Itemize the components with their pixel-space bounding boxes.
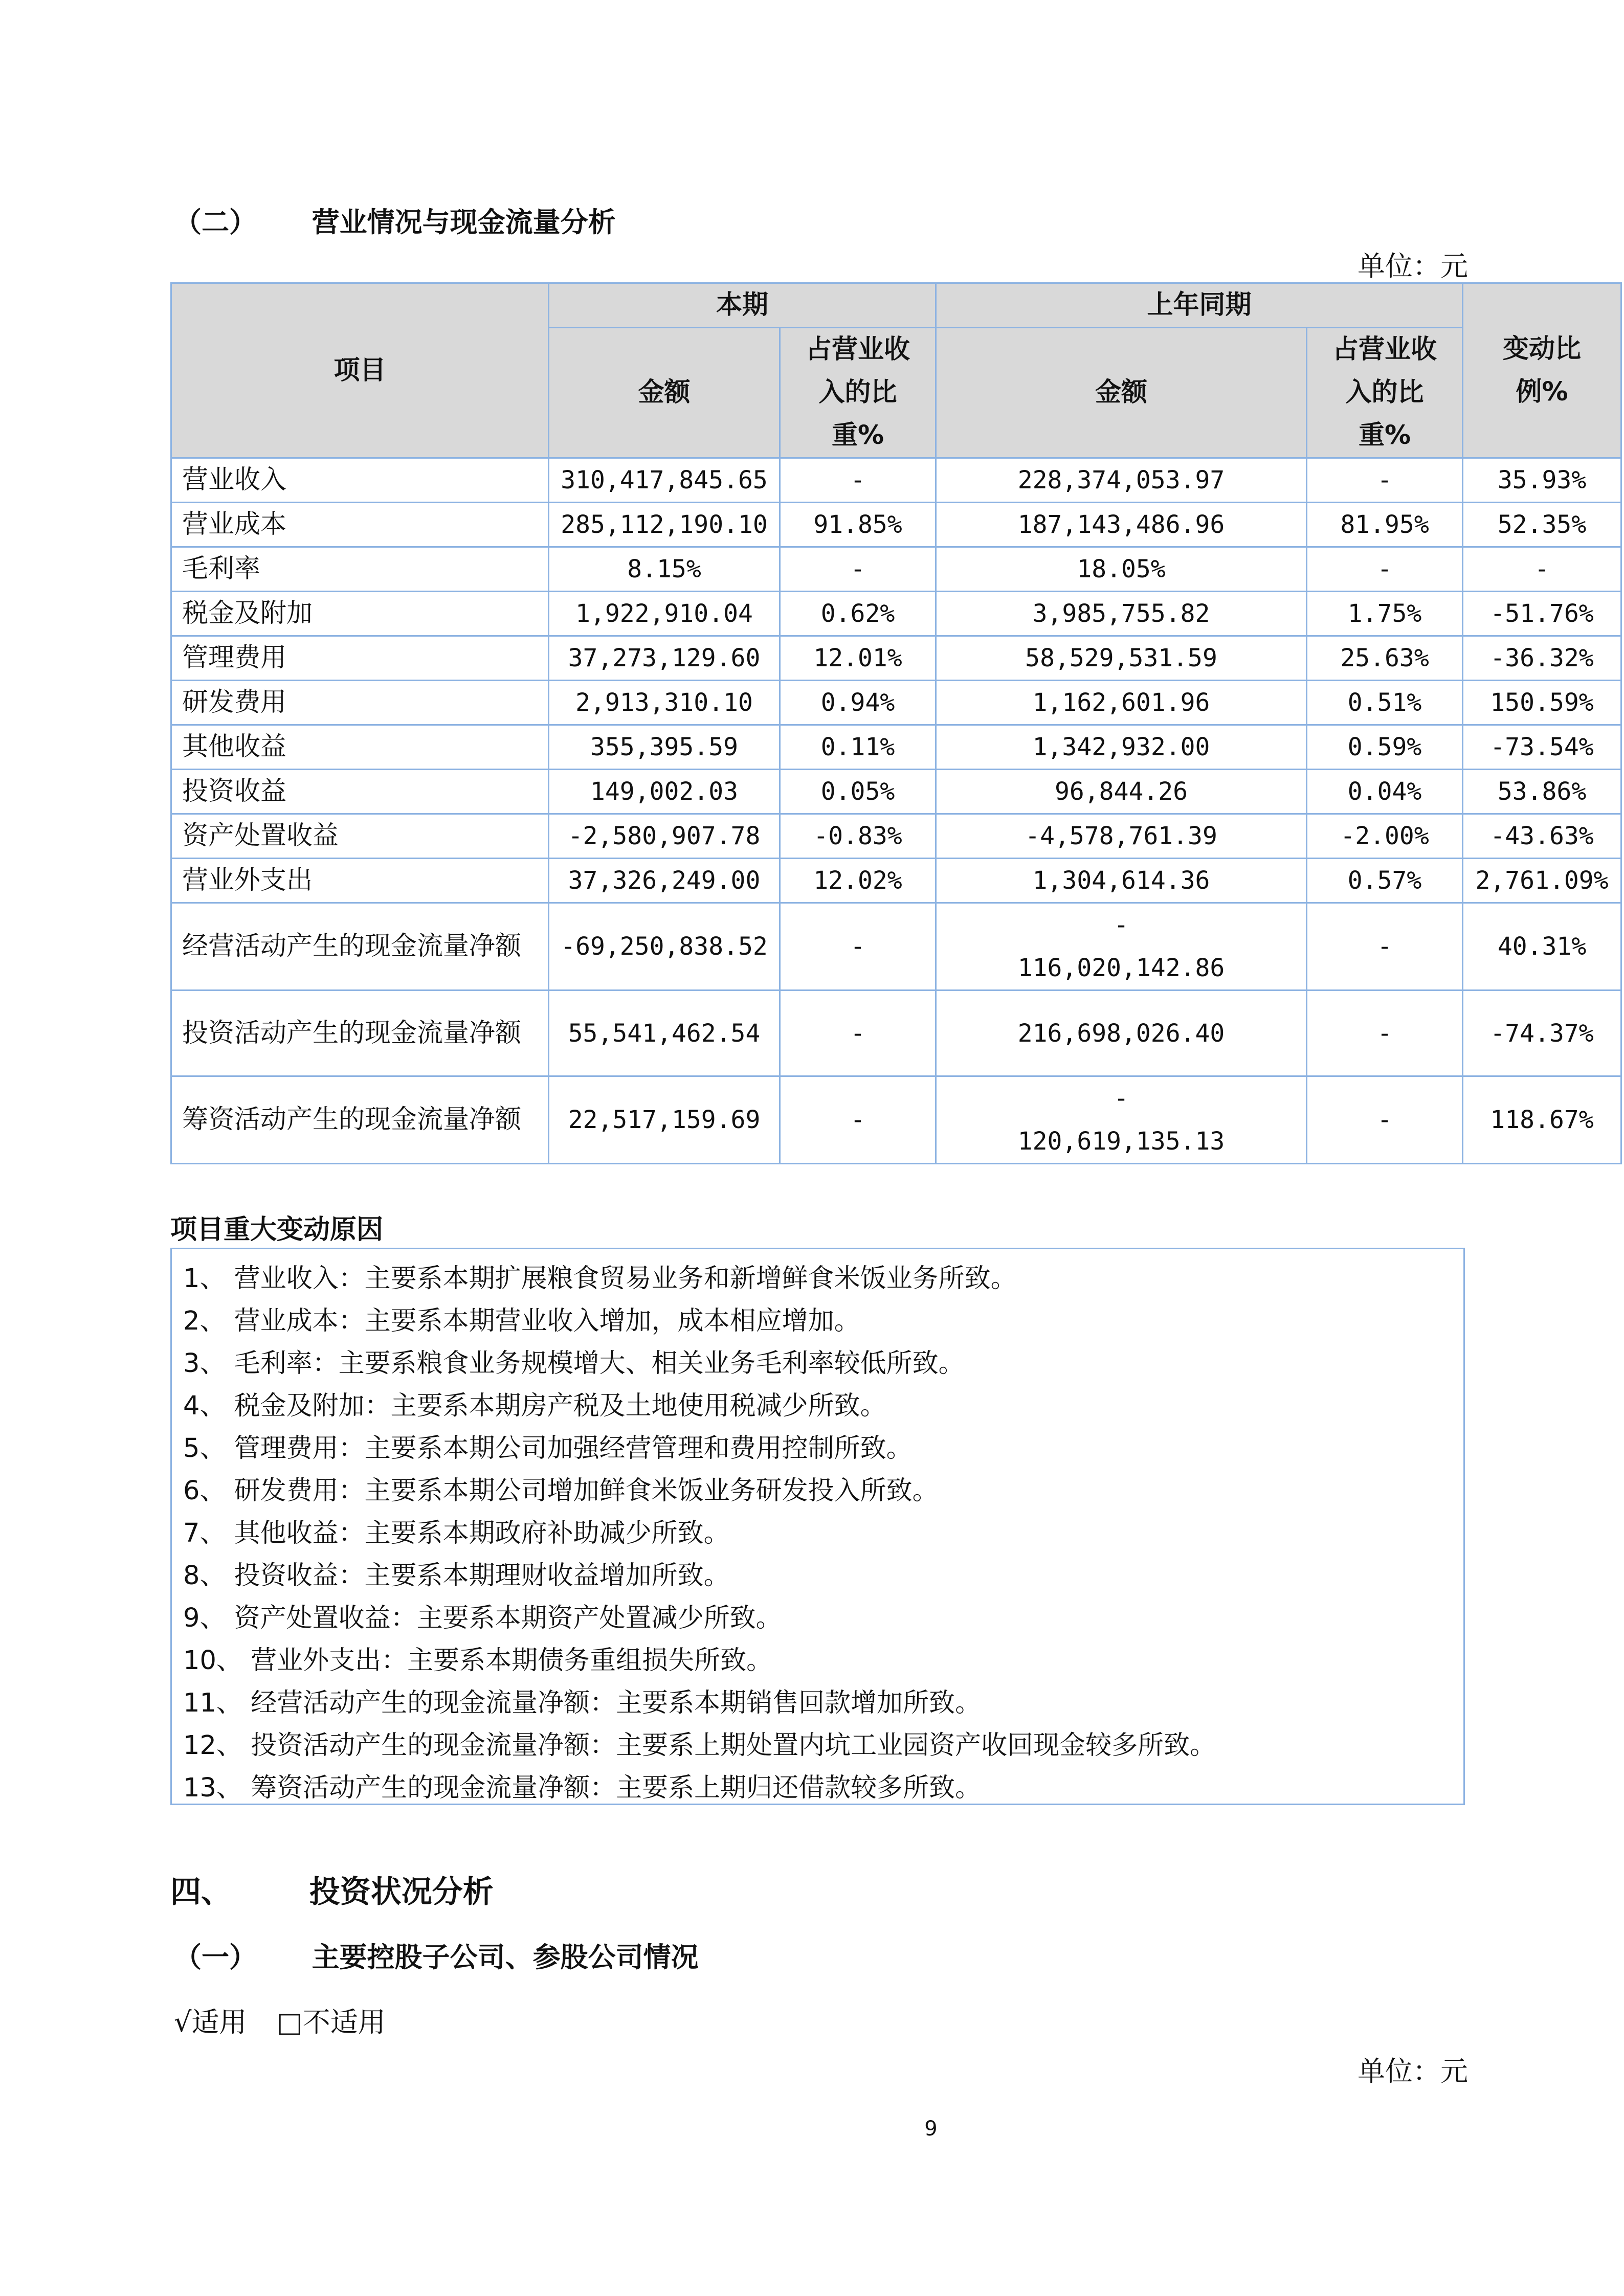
change-ratio-cell: 53.86% — [1463, 770, 1621, 814]
current-amount-cell: 55,541,462.54 — [549, 991, 780, 1076]
reason-item: 6、 研发费用：主要系本期公司增加鲜食米饭业务研发投入所致。 — [183, 1476, 939, 1506]
change-ratio-cell: 150.59% — [1463, 681, 1621, 725]
reasons-title: 项目重大变动原因 — [170, 1214, 384, 1245]
prior-revenue-ratio-cell: -2.00% — [1307, 814, 1463, 859]
current-revenue-ratio-cell: 12.01% — [780, 636, 936, 681]
prior-revenue-ratio-cell: 81.95% — [1307, 503, 1463, 547]
prior-amount-cell: 216,698,026.40 — [936, 991, 1307, 1076]
change-ratio-cell: 40.31% — [1463, 903, 1621, 991]
applies-label: 适用 — [191, 2006, 247, 2038]
row-item-label: 资产处置收益 — [171, 814, 549, 859]
current-amount-cell: -2,580,907.78 — [549, 814, 780, 859]
prior-revenue-ratio-cell: - — [1307, 547, 1463, 592]
reason-item: 13、 筹资活动产生的现金流量净额：主要系上期归还借款较多所致。 — [183, 1773, 982, 1803]
current-revenue-ratio-cell: - — [780, 547, 936, 592]
table-row — [171, 725, 1621, 770]
header-change-ratio: 变动比例% — [1463, 283, 1621, 458]
table-row — [171, 991, 1621, 1076]
current-revenue-ratio-cell: - — [780, 991, 936, 1076]
prior-amount-cell: 1,342,932.00 — [936, 725, 1307, 770]
table-row — [171, 547, 1621, 592]
prior-amount-cell: 187,143,486.96 — [936, 503, 1307, 547]
table-row — [171, 681, 1621, 725]
reason-item: 7、 其他收益：主要系本期政府补助减少所致。 — [183, 1518, 730, 1548]
table-row — [171, 458, 1621, 503]
change-ratio-cell: -36.32% — [1463, 636, 1621, 681]
table-row — [171, 770, 1621, 814]
section-title: 营业情况与现金流量分析 — [312, 206, 616, 238]
current-amount-cell: 37,273,129.60 — [549, 636, 780, 681]
change-ratio-cell: 118.67% — [1463, 1076, 1621, 1164]
row-item-label: 筹资活动产生的现金流量净额 — [171, 1076, 549, 1164]
current-amount-cell: -69,250,838.52 — [549, 903, 780, 991]
page-number: 9 — [924, 2117, 938, 2141]
header-prior-revenue-ratio: 占营业收入的比重% — [1307, 328, 1463, 458]
reason-item: 12、 投资活动产生的现金流量净额：主要系上期处置内坑工业园资产收回现金较多所致。 — [183, 1730, 1216, 1761]
reason-item: 8、 投资收益：主要系本期理财收益增加所致。 — [183, 1561, 730, 1591]
table-row — [171, 903, 1621, 991]
change-ratio-cell: -43.63% — [1463, 814, 1621, 859]
current-revenue-ratio-cell: 12.02% — [780, 859, 936, 903]
prior-amount-cell: 96,844.26 — [936, 770, 1307, 814]
current-revenue-ratio-cell: 91.85% — [780, 503, 936, 547]
current-revenue-ratio-cell: 0.94% — [780, 681, 936, 725]
current-revenue-ratio-cell: 0.11% — [780, 725, 936, 770]
row-item-label: 税金及附加 — [171, 592, 549, 636]
prior-amount-cell: - 120,619,135.13 — [936, 1076, 1307, 1164]
current-amount-cell: 37,326,249.00 — [549, 859, 780, 903]
applicability-options — [174, 2000, 386, 2040]
current-amount-cell: 8.15% — [549, 547, 780, 592]
header-prior-amount: 金额 — [936, 328, 1307, 458]
header-prior-period: 上年同期 — [936, 283, 1463, 328]
prior-revenue-ratio-cell: - — [1307, 458, 1463, 503]
section-number: （一） — [174, 1941, 257, 1973]
row-item-label: 毛利率 — [171, 547, 549, 592]
table-row — [171, 636, 1621, 681]
row-item-label: 其他收益 — [171, 725, 549, 770]
row-item-label: 管理费用 — [171, 636, 549, 681]
section-heading-four — [170, 1867, 494, 1911]
change-ratio-cell: 2,761.09% — [1463, 859, 1621, 903]
prior-revenue-ratio-cell: - — [1307, 903, 1463, 991]
reason-item: 1、 营业收入：主要系本期扩展粮食贸易业务和新增鲜食米饭业务所致。 — [183, 1264, 1017, 1294]
reason-item: 9、 资产处置收益：主要系本期资产处置减少所致。 — [183, 1603, 782, 1633]
header-current-revenue-ratio: 占营业收入的比重% — [780, 328, 936, 458]
prior-amount-cell: 3,985,755.82 — [936, 592, 1307, 636]
header-current-period: 本期 — [549, 283, 936, 328]
current-amount-cell: 1,922,910.04 — [549, 592, 780, 636]
row-item-label: 营业成本 — [171, 503, 549, 547]
prior-revenue-ratio-cell: 25.63% — [1307, 636, 1463, 681]
row-item-label: 研发费用 — [171, 681, 549, 725]
reasons-box — [170, 1248, 1465, 1805]
current-amount-cell: 310,417,845.65 — [549, 458, 780, 503]
reason-item: 4、 税金及附加：主要系本期房产税及土地使用税减少所致。 — [183, 1391, 886, 1421]
row-item-label: 营业外支出 — [171, 859, 549, 903]
unit-label-bottom: 单位：元 — [1358, 2055, 1468, 2087]
current-amount-cell: 149,002.03 — [549, 770, 780, 814]
current-amount-cell: 355,395.59 — [549, 725, 780, 770]
current-revenue-ratio-cell: - — [780, 1076, 936, 1164]
prior-revenue-ratio-cell: 0.51% — [1307, 681, 1463, 725]
prior-revenue-ratio-cell: - — [1307, 1076, 1463, 1164]
row-item-label: 经营活动产生的现金流量净额 — [171, 903, 549, 991]
change-ratio-cell: - — [1463, 547, 1621, 592]
table-row — [171, 859, 1621, 903]
prior-amount-cell: 228,374,053.97 — [936, 458, 1307, 503]
prior-revenue-ratio-cell: 0.59% — [1307, 725, 1463, 770]
unit-label: 单位：元 — [1358, 250, 1468, 282]
change-ratio-cell: -74.37% — [1463, 991, 1621, 1076]
current-amount-cell: 22,517,159.69 — [549, 1076, 780, 1164]
row-item-label: 投资活动产生的现金流量净额 — [171, 991, 549, 1076]
not-applies-label: 不适用 — [302, 2006, 386, 2038]
current-revenue-ratio-cell: - — [780, 903, 936, 991]
reason-item: 11、 经营活动产生的现金流量净额：主要系本期销售回款增加所致。 — [183, 1688, 982, 1718]
prior-revenue-ratio-cell: - — [1307, 991, 1463, 1076]
operating-cashflow-table — [170, 282, 1622, 1164]
row-item-label: 营业收入 — [171, 458, 549, 503]
prior-amount-cell: 1,304,614.36 — [936, 859, 1307, 903]
table-row — [171, 814, 1621, 859]
header-current-amount: 金额 — [549, 328, 780, 458]
prior-revenue-ratio-cell: 0.04% — [1307, 770, 1463, 814]
section-heading-two — [174, 200, 616, 240]
section-number: 四、 — [170, 1874, 232, 1910]
prior-amount-cell: -4,578,761.39 — [936, 814, 1307, 859]
section-number: （二） — [174, 206, 257, 238]
prior-amount-cell: - 116,020,142.86 — [936, 903, 1307, 991]
reason-item: 2、 营业成本：主要系本期营业收入增加，成本相应增加。 — [183, 1306, 860, 1336]
change-ratio-cell: 52.35% — [1463, 503, 1621, 547]
current-revenue-ratio-cell: 0.62% — [780, 592, 936, 636]
prior-amount-cell: 1,162,601.96 — [936, 681, 1307, 725]
current-revenue-ratio-cell: - — [780, 458, 936, 503]
change-ratio-cell: -51.76% — [1463, 592, 1621, 636]
section-heading-four-one — [174, 1935, 699, 1975]
prior-amount-cell: 18.05% — [936, 547, 1307, 592]
current-revenue-ratio-cell: 0.05% — [780, 770, 936, 814]
checked-mark-icon: √ — [174, 2006, 192, 2038]
section-title: 主要控股子公司、参股公司情况 — [312, 1941, 699, 1973]
unchecked-box-icon: □ — [276, 2006, 303, 2038]
prior-revenue-ratio-cell: 0.57% — [1307, 859, 1463, 903]
prior-amount-cell: 58,529,531.59 — [936, 636, 1307, 681]
row-item-label: 投资收益 — [171, 770, 549, 814]
reason-item: 10、 营业外支出：主要系本期债务重组损失所致。 — [183, 1646, 773, 1676]
table-row — [171, 1076, 1621, 1164]
current-amount-cell: 2,913,310.10 — [549, 681, 780, 725]
change-ratio-cell: -73.54% — [1463, 725, 1621, 770]
current-revenue-ratio-cell: -0.83% — [780, 814, 936, 859]
header-item: 项目 — [171, 283, 549, 458]
current-amount-cell: 285,112,190.10 — [549, 503, 780, 547]
reason-item: 3、 毛利率：主要系粮食业务规模增大、相关业务毛利率较低所致。 — [183, 1348, 965, 1379]
prior-revenue-ratio-cell: 1.75% — [1307, 592, 1463, 636]
table-row — [171, 503, 1621, 547]
section-title: 投资状况分析 — [309, 1874, 494, 1910]
reason-item: 5、 管理费用：主要系本期公司加强经营管理和费用控制所致。 — [183, 1433, 913, 1464]
change-ratio-cell: 35.93% — [1463, 458, 1621, 503]
table-row — [171, 592, 1621, 636]
